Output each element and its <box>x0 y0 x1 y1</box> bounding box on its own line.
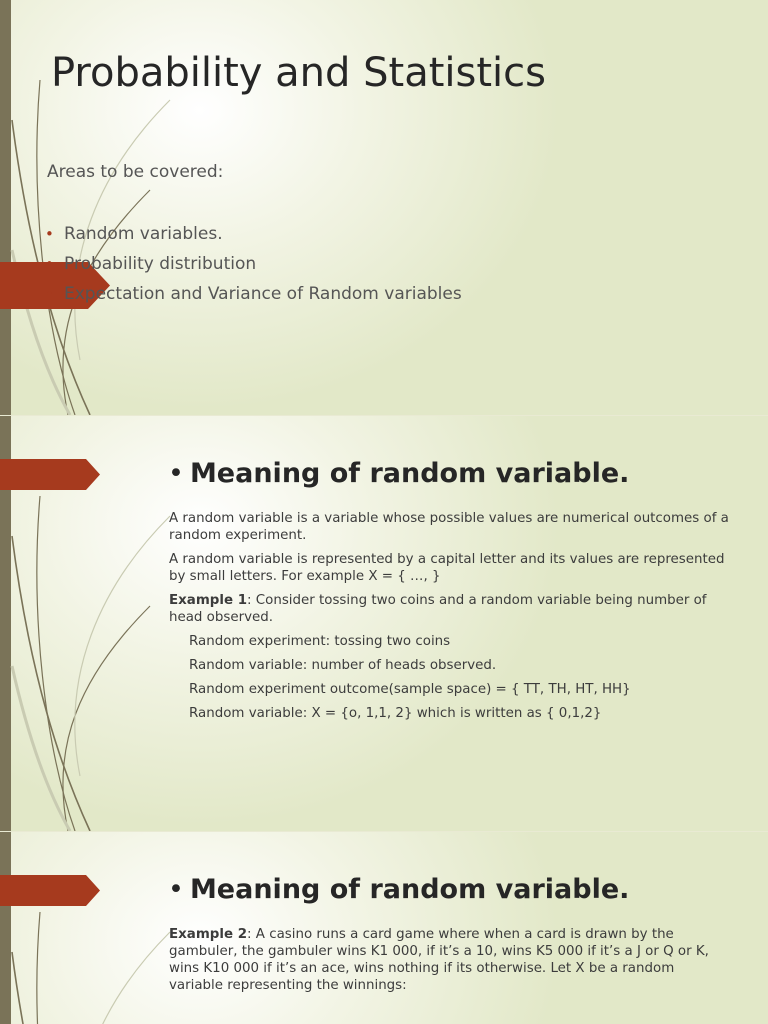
slide-meaning-1 <box>0 416 768 831</box>
bullet-icon: • <box>168 458 184 489</box>
list-item: Random experiment outcome(sample space) = { TT, TH, HT, HH} <box>189 682 631 697</box>
list-item: • Random variables. <box>45 224 223 244</box>
list-item: Random experiment: tossing two coins <box>189 634 451 649</box>
bullet-icon: • <box>168 874 184 905</box>
page-title: Probability and Statistics <box>51 50 546 96</box>
slide-title <box>0 0 768 415</box>
notation-paragraph: A random variable is represented by a capital letter and its values are represented by small letters. For example X = { …, } <box>169 552 725 584</box>
list-item: • Probability distribution <box>45 254 257 274</box>
list-item: Random variable: X = {o, 1,1, 2} which is written as { 0,1,2} <box>189 706 602 721</box>
list-item: • Expectation and Variance of Random variables <box>45 284 462 304</box>
example-details-list <box>169 633 729 729</box>
bullet-icon: • <box>45 225 54 243</box>
slide-meaning-2 <box>0 832 768 1024</box>
section-heading: • Meaning of random variable. <box>168 874 630 905</box>
slide-body <box>169 510 729 729</box>
red-arrow-tag <box>0 875 100 906</box>
example-label: Example 1 <box>169 593 248 608</box>
example-label: Example 2 <box>169 927 248 942</box>
definition-paragraph: A random variable is a variable whose possible values are numerical outcomes of a random experiment. <box>169 511 729 543</box>
bullet-icon: • <box>45 285 54 303</box>
slide-body <box>169 926 729 1001</box>
example-paragraph: Example 2: A casino runs a card game where when a card is drawn by the gambuler, the gambuler wins K1 000, if it’s a 10, wins K5 000 if it’s a J or Q or K, wins K10 000 if it’s an ace, wins nothing if its otherwise. Let X be a random variable representing the winnings: <box>169 927 709 993</box>
intro-text: Areas to be covered: <box>47 162 224 182</box>
bullet-icon: • <box>45 255 54 273</box>
list-item: Random variable: number of heads observed. <box>189 658 497 673</box>
example-paragraph: Example 1: Consider tossing two coins and a random variable being number of head observed. <box>169 593 707 625</box>
red-arrow-tag <box>0 459 100 490</box>
section-heading: • Meaning of random variable. <box>168 458 630 489</box>
areas-list <box>45 223 462 313</box>
